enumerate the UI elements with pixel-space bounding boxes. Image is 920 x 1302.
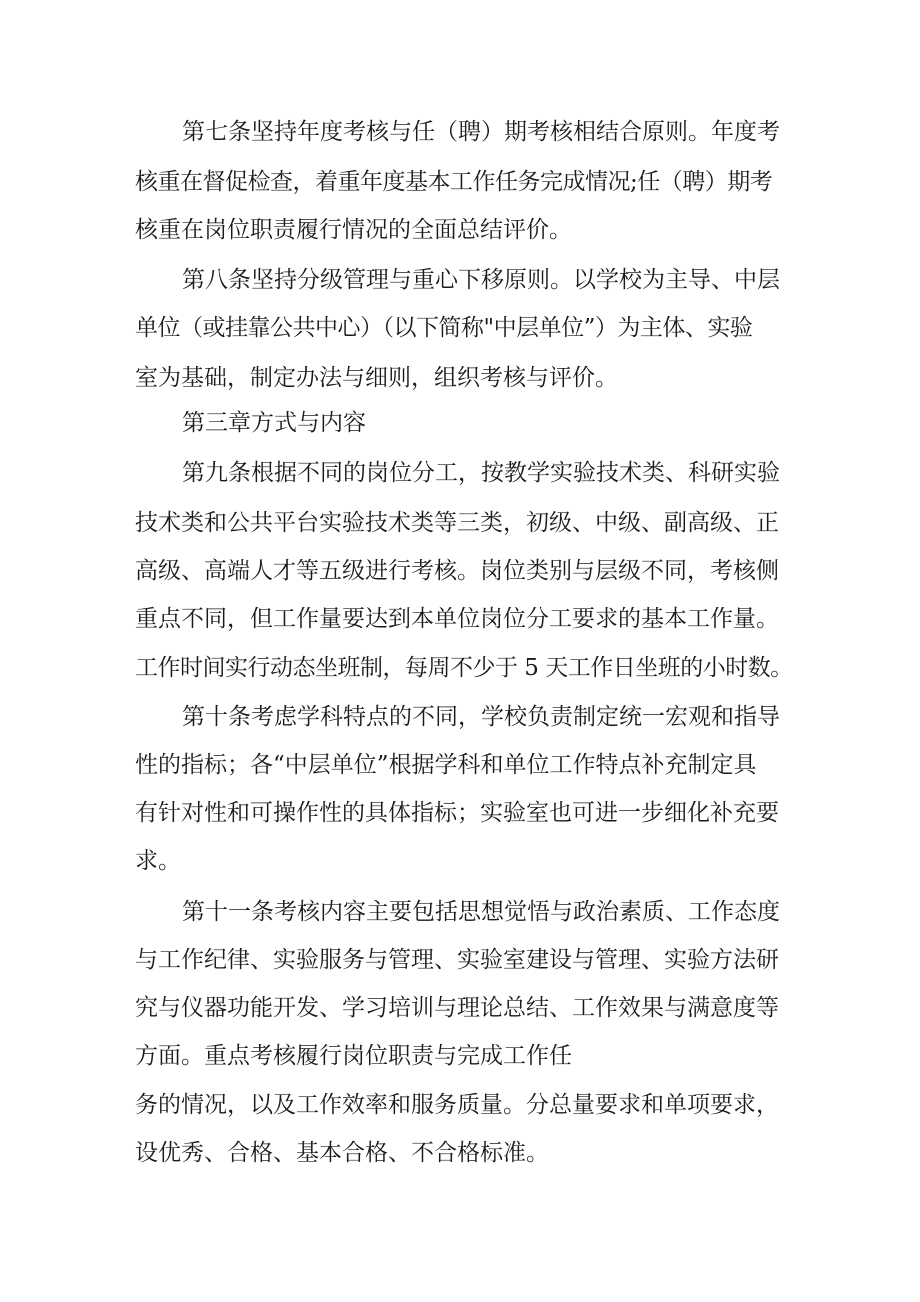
article-8-line-1: 第八条坚持分级管理与重心下移原则。以学校为主导、中层 <box>182 267 780 293</box>
article-9-line-1: 第九条根据不同的岗位分工，按教学实验技术类、科研实验 <box>182 460 780 486</box>
article-7-line-3: 核重在岗位职责履行情况的全面总结评价。 <box>135 217 572 243</box>
article-7-line-2: 核重在督促检查，着重年度基本工作任务完成情况;任（聘）期考 <box>135 169 773 195</box>
article-11-line-3: 究与仪器功能开发、学习培训与理论总结、工作效果与满意度等 <box>135 995 779 1021</box>
article-8-line-3: 室为基础，制定办法与细则，组织考核与评价。 <box>135 365 618 391</box>
article-9-line-3: 高级、高端人才等五级进行考核。岗位类别与层级不同，考核侧 <box>135 558 779 584</box>
article-10-line-2: 性的指标；各“中层单位”根据学科和单位工作特点补充制定具 <box>135 752 757 778</box>
article-10-line-4: 求。 <box>135 848 181 874</box>
article-11-line-2: 与工作纪律、实验服务与管理、实验室建设与管理、实验方法研 <box>135 947 779 973</box>
article-7-line-1: 第七条坚持年度考核与任（聘）期考核相结合原则。年度考 <box>182 119 780 145</box>
article-9-line-4: 重点不同，但工作量要达到本单位岗位分工要求的基本工作量。 <box>135 606 779 632</box>
article-10-line-1: 第十条考虑学科特点的不同，学校负责制定统一宏观和指导 <box>182 704 780 730</box>
chapter-3-heading: 第三章方式与内容 <box>182 410 366 436</box>
article-9-line-2: 技术类和公共平台实验技术类等三类，初级、中级、副高级、正 <box>135 510 779 536</box>
article-8-line-2: 单位（或挂靠公共中心）（以下简称"中层单位”）为主体、实验 <box>135 315 753 341</box>
article-9-line-5: 工作时间实行动态坐班制，每周不少于 5 天工作日坐班的小时数。 <box>135 655 793 681</box>
article-11-line-4: 方面。重点考核履行岗位职责与完成工作任 <box>135 1043 572 1069</box>
article-11-line-5: 务的情况，以及工作效率和服务质量。分总量要求和单项要求， <box>135 1092 779 1118</box>
article-10-line-3: 有针对性和可操作性的具体指标；实验室也可进一步细化补充要 <box>135 800 779 826</box>
article-11-line-1: 第十一条考核内容主要包括思想觉悟与政治素质、工作态度 <box>182 899 780 925</box>
article-11-line-6: 设优秀、合格、基本合格、不合格标准。 <box>135 1140 549 1166</box>
